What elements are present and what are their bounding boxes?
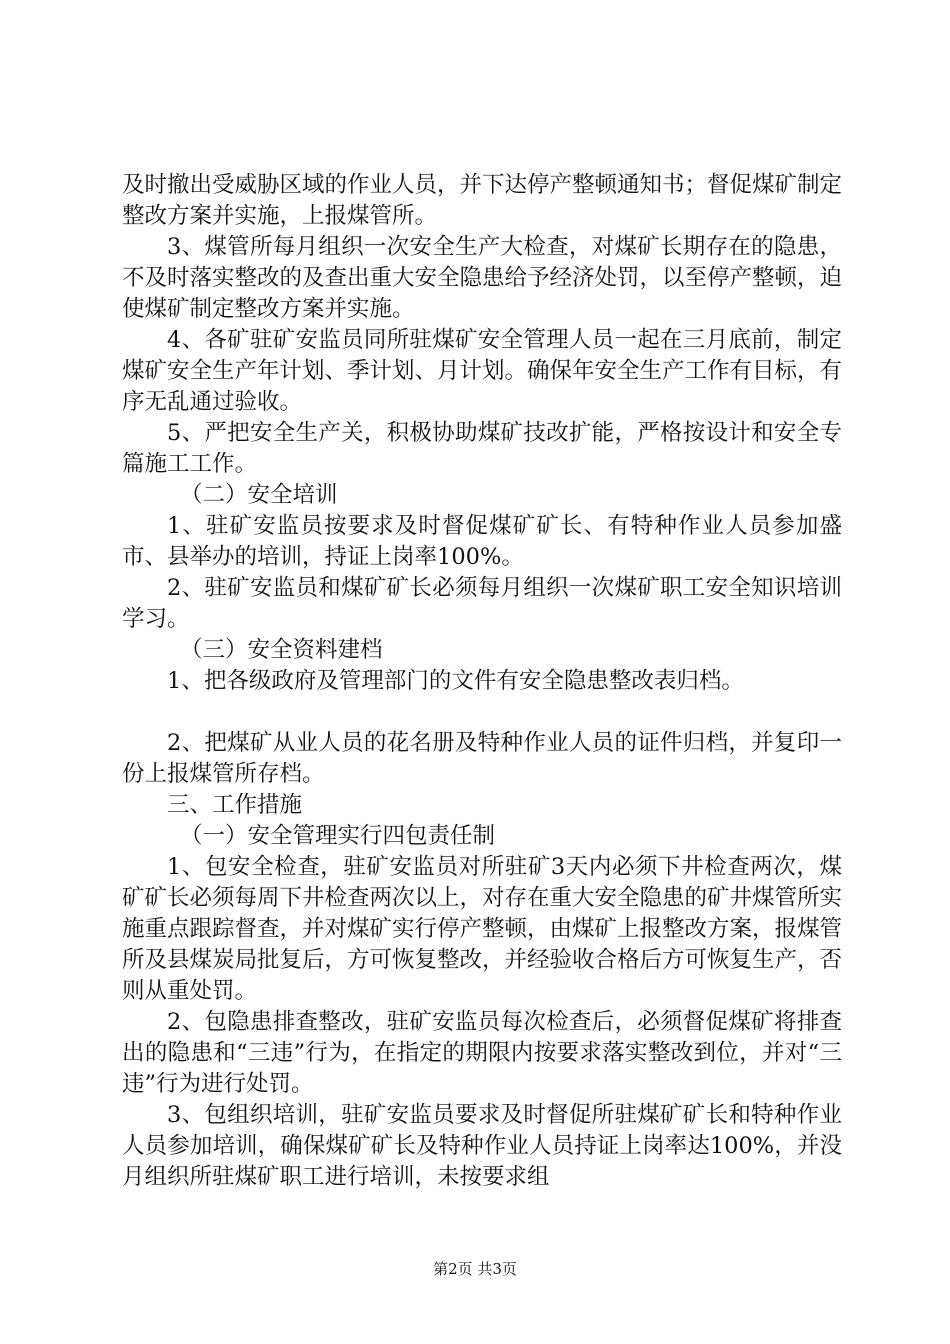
paragraph-item-5: 5、严把安全生产关，积极协助煤矿技改扩能，严格按设计和安全专篇施工工作。 [122,420,842,477]
paragraph-archive-1: 1、把各级政府及管理部门的文件有安全隐患整改表归档。 [167,668,744,694]
paragraph-training-2: 2、驻矿安监员和煤矿矿长必须每月组织一次煤矿职工安全知识培训学习。 [122,575,842,632]
document-body [122,170,842,1193]
paragraph-measure-2: 2、包隐患排查整改，驻矿安监员每次检查后，必须督促煤矿将排查出的隐患和“三违”行为，在指定的期限内按要求落实整改到位，并对“三违”行为进行处罚。 [122,1009,842,1097]
paragraph-measure-1: 1、包安全检查，驻矿安监员对所驻矿3天内必须下井检查两次，煤矿矿长必须每周下井检查两次以上，对存在重大安全隐患的矿井煤管所实施重点跟踪督查，并对煤矿实行停产整顿，由煤矿上报整改方案，报煤管所及县煤炭局批复后，方可恢复整改，并经验收合格后方可恢复生产，否则从重处罚。 [122,854,843,1004]
section-heading-archives: （三）安全资料建档 [180,637,383,663]
section-heading-safety-training: （二）安全培训 [180,482,338,508]
page-footer [0,1258,950,1279]
paragraph-item-3: 3、煤管所每月组织一次安全生产大检查，对煤矿长期存在的隐患，不及时落实整改的及查出重大安全隐患给予经济处罚，以至停产整顿，迫使煤矿制定整改方案并实施。 [122,234,843,322]
paragraph-measure-3: 3、包组织培训，驻矿安监员要求及时督促所驻煤矿矿长和特种作业人员参加培训，确保煤矿矿长及特种作业人员持证上岗率达100%，并没月组织所驻煤矿职工进行培训，未按要求组 [122,1102,842,1190]
paragraph-archive-2: 2、把煤矿从业人员的花名册及特种作业人员的证件归档，并复印一份上报煤管所存档。 [122,730,842,787]
paragraph-continuation: 及时撤出受威胁区域的作业人员，并下达停产整顿通知书；督促煤矿制定整改方案并实施，上报煤管所。 [122,172,843,229]
page-number-label: 第2页 共3页 [433,1260,517,1278]
section-heading-four-responsibilities: （一）安全管理实行四包责任制 [180,823,496,849]
paragraph-training-1: 1、驻矿安监员按要求及时督促煤矿矿长、有特种作业人员参加盛市、县举办的培训，持证上岗率100%。 [122,513,842,570]
paragraph-item-4: 4、各矿驻矿安监员同所驻煤矿安全管理人员一起在三月底前，制定煤矿安全生产年计划、季计划、月计划。确保年安全生产工作有目标，有序无乱通过验收。 [122,327,843,415]
section-heading-measures: 三、工作措施 [167,792,303,818]
